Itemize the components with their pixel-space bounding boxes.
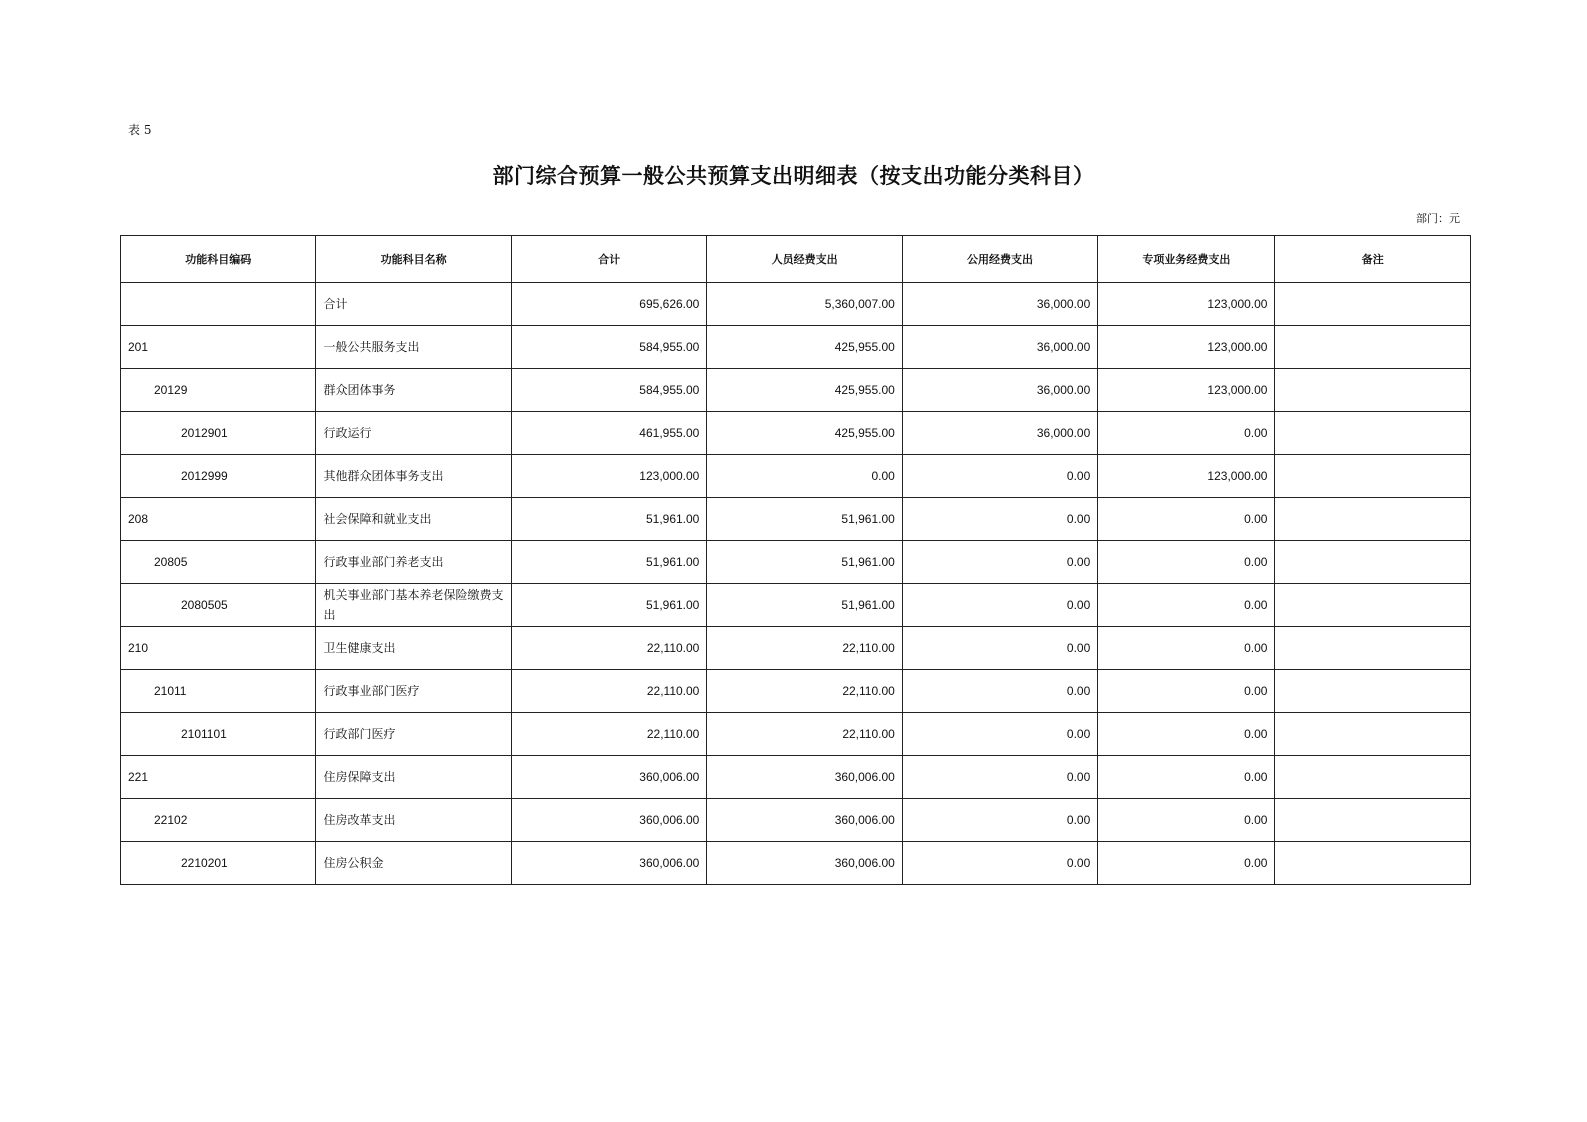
cell-total: 51,961.00 <box>511 541 706 584</box>
column-header-total: 合计 <box>511 236 706 283</box>
cell-name: 一般公共服务支出 <box>316 326 511 369</box>
cell-personnel: 360,006.00 <box>707 799 902 842</box>
cell-code: 2012999 <box>121 455 316 498</box>
cell-code: 2101101 <box>121 713 316 756</box>
cell-code: 221 <box>121 756 316 799</box>
cell-public: 0.00 <box>902 842 1097 885</box>
cell-total: 360,006.00 <box>511 756 706 799</box>
cell-code: 21011 <box>121 670 316 713</box>
cell-special: 0.00 <box>1098 842 1275 885</box>
table-row <box>121 541 1471 584</box>
table-row <box>121 283 1471 326</box>
cell-total: 51,961.00 <box>511 584 706 627</box>
cell-total: 22,110.00 <box>511 627 706 670</box>
table-row <box>121 799 1471 842</box>
cell-total: 695,626.00 <box>511 283 706 326</box>
cell-special: 123,000.00 <box>1098 369 1275 412</box>
cell-note <box>1275 283 1471 326</box>
table-body <box>121 283 1471 885</box>
cell-public: 0.00 <box>902 498 1097 541</box>
cell-code: 2012901 <box>121 412 316 455</box>
cell-public: 0.00 <box>902 627 1097 670</box>
cell-special: 123,000.00 <box>1098 283 1275 326</box>
cell-special: 0.00 <box>1098 670 1275 713</box>
unit-note: 部门：元 <box>1416 212 1460 225</box>
cell-name: 卫生健康支出 <box>316 627 511 670</box>
cell-total: 360,006.00 <box>511 842 706 885</box>
budget-table <box>120 235 1471 885</box>
cell-personnel: 51,961.00 <box>707 584 902 627</box>
table-header-row <box>121 236 1471 283</box>
cell-name: 住房保障支出 <box>316 756 511 799</box>
cell-personnel: 425,955.00 <box>707 369 902 412</box>
cell-personnel: 360,006.00 <box>707 756 902 799</box>
table-row <box>121 627 1471 670</box>
cell-code: 20129 <box>121 369 316 412</box>
cell-note <box>1275 842 1471 885</box>
cell-public: 0.00 <box>902 713 1097 756</box>
cell-code: 2210201 <box>121 842 316 885</box>
cell-public: 0.00 <box>902 756 1097 799</box>
cell-name: 行政部门医疗 <box>316 713 511 756</box>
cell-note <box>1275 627 1471 670</box>
cell-public: 0.00 <box>902 799 1097 842</box>
cell-code: 208 <box>121 498 316 541</box>
cell-total: 123,000.00 <box>511 455 706 498</box>
cell-code: 22102 <box>121 799 316 842</box>
table-row <box>121 584 1471 627</box>
cell-note <box>1275 799 1471 842</box>
cell-public: 0.00 <box>902 584 1097 627</box>
cell-personnel: 51,961.00 <box>707 541 902 584</box>
cell-name: 行政事业部门医疗 <box>316 670 511 713</box>
cell-code: 210 <box>121 627 316 670</box>
cell-total: 360,006.00 <box>511 799 706 842</box>
table-row <box>121 412 1471 455</box>
cell-name: 机关事业部门基本养老保险缴费支出 <box>316 584 511 627</box>
cell-special: 0.00 <box>1098 627 1275 670</box>
column-header-name: 功能科目名称 <box>316 236 511 283</box>
cell-special: 0.00 <box>1098 756 1275 799</box>
cell-name: 住房改革支出 <box>316 799 511 842</box>
table-row <box>121 498 1471 541</box>
cell-special: 123,000.00 <box>1098 326 1275 369</box>
cell-special: 0.00 <box>1098 412 1275 455</box>
cell-code <box>121 283 316 326</box>
cell-note <box>1275 713 1471 756</box>
cell-public: 0.00 <box>902 670 1097 713</box>
cell-name: 行政事业部门养老支出 <box>316 541 511 584</box>
cell-public: 0.00 <box>902 455 1097 498</box>
cell-note <box>1275 412 1471 455</box>
cell-code: 2080505 <box>121 584 316 627</box>
cell-note <box>1275 670 1471 713</box>
cell-public: 36,000.00 <box>902 369 1097 412</box>
table-row <box>121 670 1471 713</box>
cell-note <box>1275 369 1471 412</box>
cell-note <box>1275 541 1471 584</box>
column-header-public: 公用经费支出 <box>902 236 1097 283</box>
table-row <box>121 756 1471 799</box>
cell-personnel: 22,110.00 <box>707 713 902 756</box>
cell-total: 22,110.00 <box>511 713 706 756</box>
cell-public: 36,000.00 <box>902 326 1097 369</box>
cell-total: 584,955.00 <box>511 326 706 369</box>
cell-personnel: 425,955.00 <box>707 326 902 369</box>
cell-name: 其他群众团体事务支出 <box>316 455 511 498</box>
table-row <box>121 713 1471 756</box>
cell-note <box>1275 756 1471 799</box>
cell-special: 0.00 <box>1098 498 1275 541</box>
column-header-code: 功能科目编码 <box>121 236 316 283</box>
cell-total: 584,955.00 <box>511 369 706 412</box>
cell-personnel: 360,006.00 <box>707 842 902 885</box>
table-row <box>121 369 1471 412</box>
table-row <box>121 455 1471 498</box>
cell-personnel: 22,110.00 <box>707 670 902 713</box>
cell-total: 51,961.00 <box>511 498 706 541</box>
cell-personnel: 51,961.00 <box>707 498 902 541</box>
cell-total: 22,110.00 <box>511 670 706 713</box>
cell-special: 0.00 <box>1098 584 1275 627</box>
cell-personnel: 425,955.00 <box>707 412 902 455</box>
cell-special: 0.00 <box>1098 799 1275 842</box>
cell-code: 201 <box>121 326 316 369</box>
page-title: 部门综合预算一般公共预算支出明细表（按支出功能分类科目） <box>492 164 1095 188</box>
cell-public: 36,000.00 <box>902 412 1097 455</box>
cell-code: 20805 <box>121 541 316 584</box>
cell-special: 0.00 <box>1098 541 1275 584</box>
cell-name: 社会保障和就业支出 <box>316 498 511 541</box>
cell-note <box>1275 498 1471 541</box>
cell-note <box>1275 584 1471 627</box>
cell-personnel: 5,360,007.00 <box>707 283 902 326</box>
cell-note <box>1275 326 1471 369</box>
table-number: 表 5 <box>128 123 152 137</box>
table-row <box>121 842 1471 885</box>
cell-name: 合计 <box>316 283 511 326</box>
cell-special: 123,000.00 <box>1098 455 1275 498</box>
table-row <box>121 326 1471 369</box>
cell-name: 行政运行 <box>316 412 511 455</box>
cell-personnel: 0.00 <box>707 455 902 498</box>
cell-name: 群众团体事务 <box>316 369 511 412</box>
cell-note <box>1275 455 1471 498</box>
cell-total: 461,955.00 <box>511 412 706 455</box>
column-header-personnel: 人员经费支出 <box>707 236 902 283</box>
column-header-special: 专项业务经费支出 <box>1098 236 1275 283</box>
cell-public: 36,000.00 <box>902 283 1097 326</box>
cell-name: 住房公积金 <box>316 842 511 885</box>
cell-public: 0.00 <box>902 541 1097 584</box>
cell-personnel: 22,110.00 <box>707 627 902 670</box>
column-header-note: 备注 <box>1275 236 1471 283</box>
cell-special: 0.00 <box>1098 713 1275 756</box>
